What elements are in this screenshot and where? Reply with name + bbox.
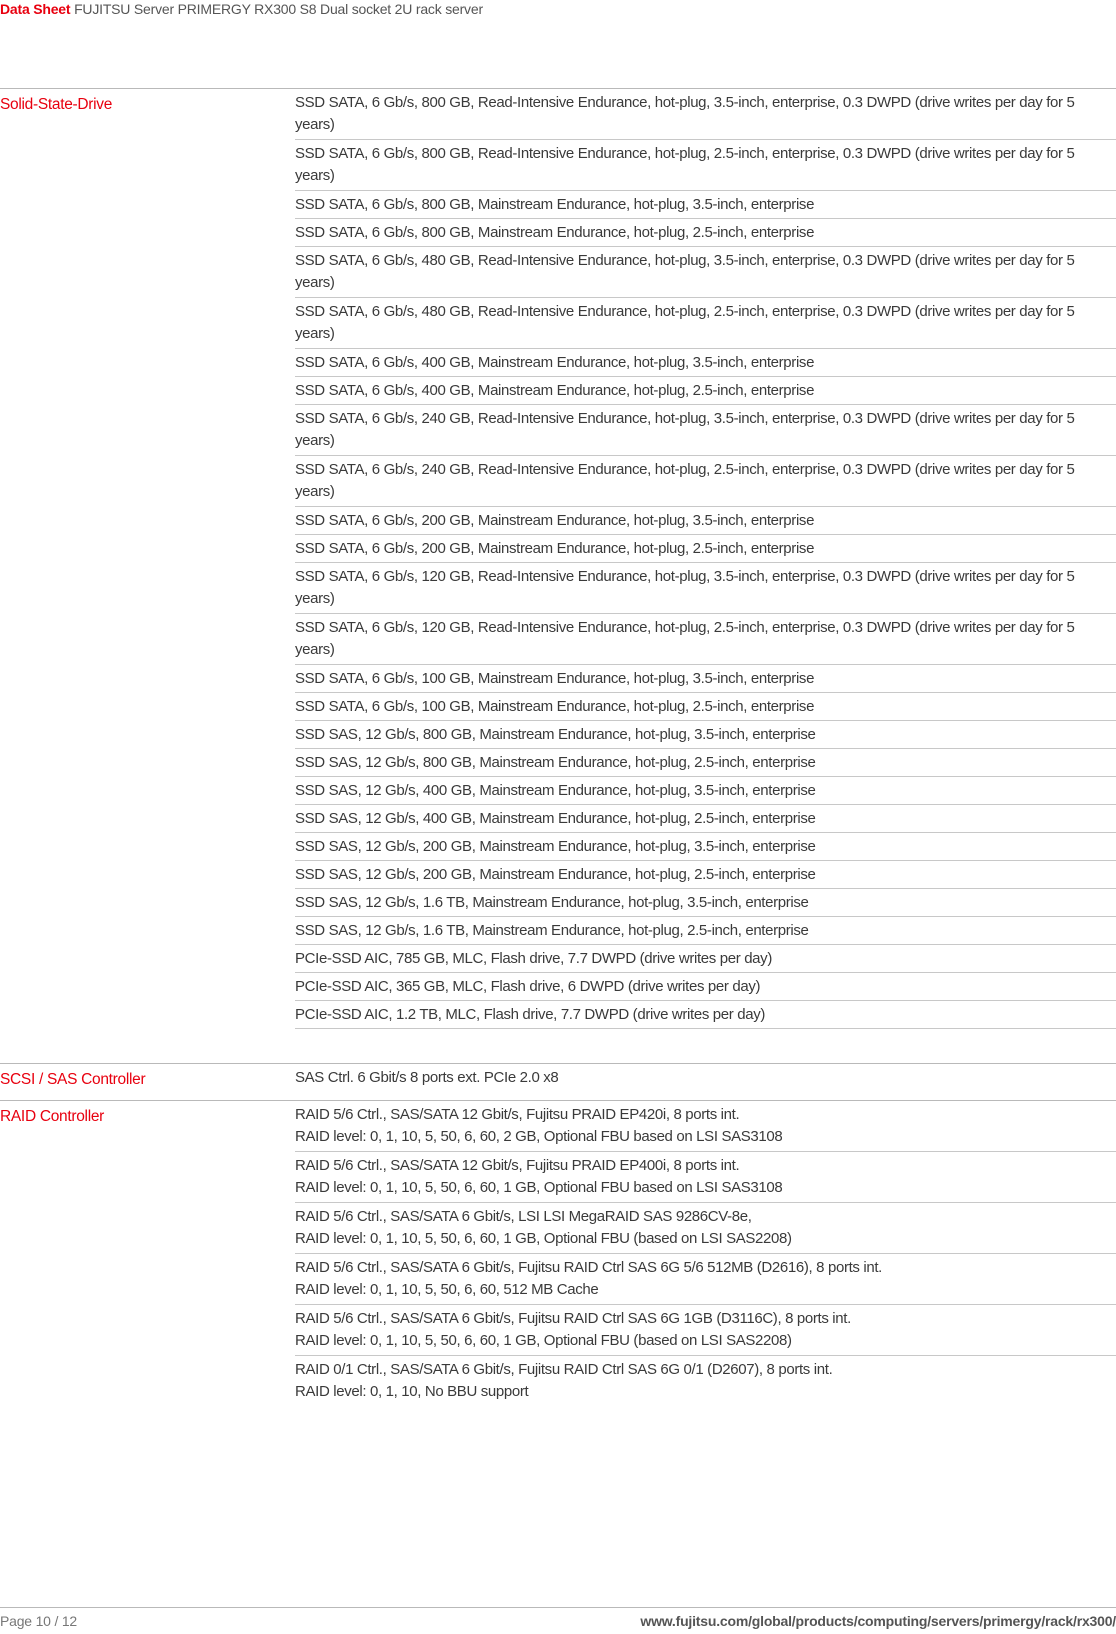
raid-row-line1: RAID 5/6 Ctrl., SAS/SATA 12 Gbit/s, Fujitsu PRAID EP420i, 8 ports int. xyxy=(295,1106,740,1123)
raid-row-line2: RAID level: 0, 1, 10, 5, 50, 6, 60, 1 GB, Optional FBU (based on LSI SAS2208) xyxy=(295,1230,792,1247)
raid-row xyxy=(295,1203,1116,1254)
ssd-list xyxy=(295,89,1116,1029)
raid-row-line2: RAID level: 0, 1, 10, No BBU support xyxy=(295,1383,529,1400)
raid-row-line1: RAID 5/6 Ctrl., SAS/SATA 6 Gbit/s, Fujitsu RAID Ctrl SAS 6G 1GB (D3116C), 8 ports int. xyxy=(295,1310,851,1327)
raid-list xyxy=(295,1101,1116,1407)
ssd-row: SSD SATA, 6 Gb/s, 800 GB, Read-Intensive Endurance, hot-plug, 3.5-inch, enterprise, 0.3 DWPD (drive writes per day for 5 years) xyxy=(295,89,1116,140)
raid-row-line2: RAID level: 0, 1, 10, 5, 50, 6, 60, 2 GB, Optional FBU based on LSI SAS3108 xyxy=(295,1128,783,1145)
ssd-row: SSD SAS, 12 Gb/s, 200 GB, Mainstream Endurance, hot-plug, 3.5-inch, enterprise xyxy=(295,833,1116,861)
ssd-row: PCIe-SSD AIC, 365 GB, MLC, Flash drive, 6 DWPD (drive writes per day) xyxy=(295,973,1116,1001)
raid-row-line1: RAID 0/1 Ctrl., SAS/SATA 6 Gbit/s, Fujitsu RAID Ctrl SAS 6G 0/1 (D2607), 8 ports int. xyxy=(295,1361,833,1378)
scsi-label: SCSI / SAS Controller xyxy=(0,1071,146,1088)
ssd-row: SSD SATA, 6 Gb/s, 200 GB, Mainstream Endurance, hot-plug, 3.5-inch, enterprise xyxy=(295,507,1116,535)
ssd-section xyxy=(0,88,1116,1023)
raid-row-line1: RAID 5/6 Ctrl., SAS/SATA 6 Gbit/s, LSI LSI MegaRAID SAS 9286CV-8e, xyxy=(295,1208,752,1225)
header-title: FUJITSU Server PRIMERGY RX300 S8 Dual socket 2U rack server xyxy=(74,1,483,17)
raid-row-line2: RAID level: 0, 1, 10, 5, 50, 6, 60, 1 GB, Optional FBU (based on LSI SAS2208) xyxy=(295,1332,792,1349)
raid-row xyxy=(295,1356,1116,1407)
ssd-row: PCIe-SSD AIC, 785 GB, MLC, Flash drive, 7.7 DWPD (drive writes per day) xyxy=(295,945,1116,973)
ssd-row: SSD SAS, 12 Gb/s, 1.6 TB, Mainstream Endurance, hot-plug, 3.5-inch, enterprise xyxy=(295,889,1116,917)
raid-row-line1: RAID 5/6 Ctrl., SAS/SATA 6 Gbit/s, Fujitsu RAID Ctrl SAS 6G 5/6 512MB (D2616), 8 ports int. xyxy=(295,1259,882,1276)
raid-row-line2: RAID level: 0, 1, 10, 5, 50, 6, 60, 512 MB Cache xyxy=(295,1281,599,1298)
ssd-row: SSD SAS, 12 Gb/s, 400 GB, Mainstream Endurance, hot-plug, 3.5-inch, enterprise xyxy=(295,777,1116,805)
ssd-row: SSD SATA, 6 Gb/s, 800 GB, Mainstream Endurance, hot-plug, 2.5-inch, enterprise xyxy=(295,219,1116,247)
ssd-label: Solid-State-Drive xyxy=(0,96,113,113)
raid-row xyxy=(295,1305,1116,1356)
ssd-row: SSD SATA, 6 Gb/s, 400 GB, Mainstream Endurance, hot-plug, 3.5-inch, enterprise xyxy=(295,349,1116,377)
scsi-list xyxy=(295,1064,1116,1092)
page-header xyxy=(0,0,1116,20)
raid-row xyxy=(295,1254,1116,1305)
page-number: Page 10 / 12 xyxy=(0,1613,77,1629)
raid-row xyxy=(295,1101,1116,1152)
raid-label: RAID Controller xyxy=(0,1108,105,1125)
ssd-row: SSD SATA, 6 Gb/s, 800 GB, Read-Intensive Endurance, hot-plug, 2.5-inch, enterprise, 0.3 DWPD (drive writes per day for 5 years) xyxy=(295,140,1116,191)
ssd-row: SSD SAS, 12 Gb/s, 800 GB, Mainstream Endurance, hot-plug, 2.5-inch, enterprise xyxy=(295,749,1116,777)
ssd-row: SSD SATA, 6 Gb/s, 240 GB, Read-Intensive Endurance, hot-plug, 2.5-inch, enterprise, 0.3 DWPD (drive writes per day for 5 years) xyxy=(295,456,1116,507)
raid-row-line2: RAID level: 0, 1, 10, 5, 50, 6, 60, 1 GB, Optional FBU based on LSI SAS3108 xyxy=(295,1179,783,1196)
ssd-row: SSD SAS, 12 Gb/s, 800 GB, Mainstream Endurance, hot-plug, 3.5-inch, enterprise xyxy=(295,721,1116,749)
ssd-row: SSD SATA, 6 Gb/s, 120 GB, Read-Intensive Endurance, hot-plug, 3.5-inch, enterprise, 0.3 DWPD (drive writes per day for 5 years) xyxy=(295,563,1116,614)
ssd-row: SSD SATA, 6 Gb/s, 240 GB, Read-Intensive Endurance, hot-plug, 3.5-inch, enterprise, 0.3 DWPD (drive writes per day for 5 years) xyxy=(295,405,1116,456)
ssd-row: SSD SATA, 6 Gb/s, 100 GB, Mainstream Endurance, hot-plug, 2.5-inch, enterprise xyxy=(295,693,1116,721)
scsi-section xyxy=(0,1063,1116,1088)
scsi-value: SAS Ctrl. 6 Gbit/s 8 ports ext. PCIe 2.0 x8 xyxy=(295,1069,559,1086)
ssd-row: SSD SATA, 6 Gb/s, 480 GB, Read-Intensive Endurance, hot-plug, 3.5-inch, enterprise, 0.3 DWPD (drive writes per day for 5 years) xyxy=(295,247,1116,298)
ssd-row: PCIe-SSD AIC, 1.2 TB, MLC, Flash drive, 7.7 DWPD (drive writes per day) xyxy=(295,1001,1116,1029)
header-brand: Data Sheet xyxy=(0,1,71,17)
raid-row-line1: RAID 5/6 Ctrl., SAS/SATA 12 Gbit/s, Fujitsu PRAID EP400i, 8 ports int. xyxy=(295,1157,740,1174)
ssd-row: SSD SATA, 6 Gb/s, 200 GB, Mainstream Endurance, hot-plug, 2.5-inch, enterprise xyxy=(295,535,1116,563)
ssd-row: SSD SATA, 6 Gb/s, 100 GB, Mainstream Endurance, hot-plug, 3.5-inch, enterprise xyxy=(295,665,1116,693)
ssd-row: SSD SAS, 12 Gb/s, 1.6 TB, Mainstream Endurance, hot-plug, 2.5-inch, enterprise xyxy=(295,917,1116,945)
raid-row xyxy=(295,1152,1116,1203)
footer-url: www.fujitsu.com/global/products/computing/servers/primergy/rack/rx300/ xyxy=(640,1613,1116,1629)
ssd-row: SSD SATA, 6 Gb/s, 400 GB, Mainstream Endurance, hot-plug, 2.5-inch, enterprise xyxy=(295,377,1116,405)
page-footer xyxy=(0,1607,1116,1634)
raid-section xyxy=(0,1100,1116,1400)
ssd-row: SSD SATA, 6 Gb/s, 480 GB, Read-Intensive Endurance, hot-plug, 2.5-inch, enterprise, 0.3 DWPD (drive writes per day for 5 years) xyxy=(295,298,1116,349)
ssd-row: SSD SATA, 6 Gb/s, 120 GB, Read-Intensive Endurance, hot-plug, 2.5-inch, enterprise, 0.3 DWPD (drive writes per day for 5 years) xyxy=(295,614,1116,665)
ssd-row: SSD SAS, 12 Gb/s, 200 GB, Mainstream Endurance, hot-plug, 2.5-inch, enterprise xyxy=(295,861,1116,889)
ssd-row: SSD SATA, 6 Gb/s, 800 GB, Mainstream Endurance, hot-plug, 3.5-inch, enterprise xyxy=(295,191,1116,219)
ssd-row: SSD SAS, 12 Gb/s, 400 GB, Mainstream Endurance, hot-plug, 2.5-inch, enterprise xyxy=(295,805,1116,833)
